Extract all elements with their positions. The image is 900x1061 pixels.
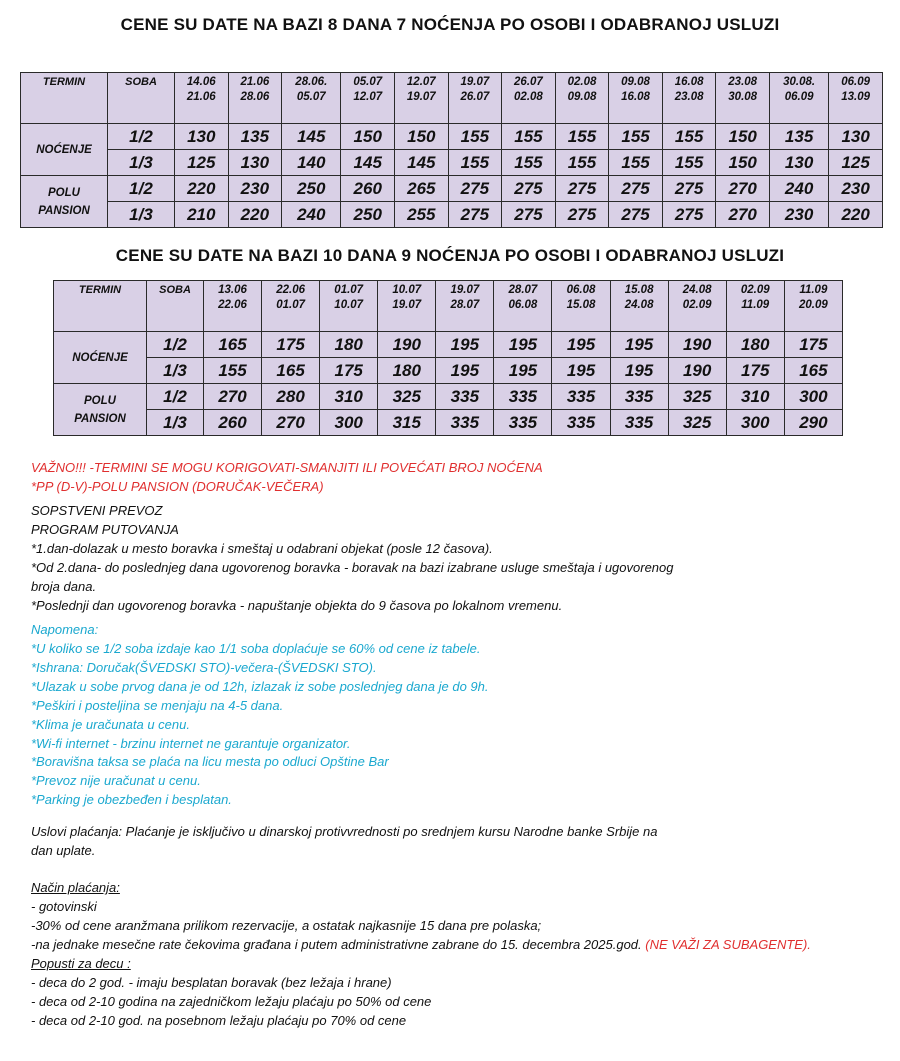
price-cell: 250 [282,176,341,202]
room-type: 1/2 [108,124,175,150]
price-cell: 275 [448,176,502,202]
header-soba: SOBA [108,73,175,124]
period-end: 05.07 [296,91,326,103]
period-end: 15.08 [566,299,596,311]
title-10-days: CENE SU DATE NA BAZI 10 DANA 9 NOĆENJA PO OSOBI I ODABRANOJ USLUZI [115,246,785,265]
price-cell: 125 [175,150,229,176]
pp-note: *PP (D-V)-POLU PANSION (DORUČAK-VEČERA) [31,479,324,494]
row-label-polu: POLU [84,394,116,407]
period-end: 12.07 [353,91,383,103]
period-header [262,281,320,332]
period-start: 10.07 [392,284,422,296]
price-cell: 155 [609,150,663,176]
period-start: 06.09 [841,76,871,88]
period-header [228,73,282,124]
price-cell: 275 [555,176,609,202]
price-cell: 195 [552,332,610,358]
price-cell: 195 [494,332,552,358]
price-cell: 140 [282,150,341,176]
price-cell: 275 [502,202,556,228]
price-cell: 190 [668,358,726,384]
period-start: 06.08 [566,284,596,296]
price-cell: 130 [829,124,883,150]
period-header [175,73,229,124]
napomena-item: *Boravišna taksa se plaća na licu mesta po odluci Opštine Bar [31,754,389,770]
price-cell: 275 [448,202,502,228]
period-header [320,281,378,332]
header-row [21,73,883,124]
price-cell: 195 [610,332,668,358]
room-type: 1/2 [147,384,204,410]
price-cell: 180 [378,358,436,384]
payment-method-installments [31,936,891,955]
child-discount-2: - deca od 2-10 godina na zajedničkom ležaju plaćaju po 50% od cene [31,994,432,1009]
row-label-polu-pansion [54,384,147,436]
price-row [54,384,843,410]
row-label-pansion: PANSION [38,204,90,217]
price-cell: 230 [769,202,828,228]
period-header [502,73,556,124]
period-start: 14.06 [186,76,216,88]
price-cell: 175 [726,358,784,384]
period-end: 21.06 [186,91,216,103]
napomena-item: *Ulazak u sobe prvog dana je od 12h, izlazak iz sobe poslednjeg dana je do 9h. [31,678,489,694]
price-cell: 210 [175,202,229,228]
price-cell: 335 [552,410,610,436]
price-cell: 300 [726,410,784,436]
header-termin: TERMIN [21,73,108,124]
period-end: 10.07 [334,299,364,311]
period-end: 06.08 [508,299,538,311]
price-cell: 155 [609,124,663,150]
price-cell: 275 [609,202,663,228]
important-note: VAŽNO!!! -TERMINI SE MOGU KORIGOVATI-SMANJITI ILI POVEĆATI BROJ NOĆENA [31,460,543,475]
payment-method-title: Način plaćanja: [31,880,120,895]
period-end: 22.06 [218,299,247,311]
napomena-item: *Parking je obezbeđen i besplatan. [31,792,232,808]
room-type: 1/2 [147,332,204,358]
room-type: 1/3 [147,410,204,436]
price-cell: 175 [784,332,842,358]
price-table-10-days [53,280,843,436]
price-cell: 175 [320,358,378,384]
period-start: 24.08 [682,284,712,296]
period-end: 19.07 [406,91,436,103]
payment-terms-line-1: Uslovi plaćanja: Plaćanje je isključivo u dinarskoj protivvrednosti po srednjem kursu Narodne banke Srbije na [31,824,658,839]
period-header [668,281,726,332]
price-cell: 155 [555,150,609,176]
period-header [784,281,842,332]
payment-terms-line-2: dan uplate. [31,843,96,858]
price-cell: 155 [662,124,716,150]
price-cell: 310 [726,384,784,410]
row-label-polu: POLU [48,186,80,199]
period-start: 21.06 [240,76,270,88]
price-cell: 190 [378,332,436,358]
price-cell: 155 [502,124,556,150]
price-cell: 175 [262,332,320,358]
price-cell: 130 [769,150,828,176]
price-cell: 260 [341,176,395,202]
price-cell: 230 [829,176,883,202]
price-cell: 240 [769,176,828,202]
price-cell: 130 [228,150,282,176]
period-end: 28.07 [450,299,480,311]
period-start: 12.07 [406,76,436,88]
price-cell: 240 [282,202,341,228]
price-cell: 155 [555,124,609,150]
period-start: 30.08. [783,76,816,88]
child-discount-3: - deca od 2-10 god. na posebnom ležaju plaćaju po 70% od cene [31,1013,407,1028]
napomena-title: Napomena: [31,622,99,637]
header-row [54,281,843,332]
program-line-1: *1.dan-dolazak u mesto boravka i smeštaj u odabrani objekat (posle 12 časova). [31,541,493,556]
price-cell: 335 [610,410,668,436]
period-header [829,73,883,124]
period-end: 06.09 [784,91,814,103]
period-header [609,73,663,124]
price-cell: 335 [436,410,494,436]
price-cell: 220 [175,176,229,202]
period-header [769,73,828,124]
price-cell: 145 [341,150,395,176]
price-cell: 270 [262,410,320,436]
price-cell: 265 [395,176,449,202]
period-start: 28.07 [508,284,538,296]
price-cell: 230 [228,176,282,202]
price-cell: 150 [716,124,770,150]
period-end: 02.08 [514,91,543,103]
price-cell: 275 [662,176,716,202]
price-cell: 195 [610,358,668,384]
period-end: 09.08 [567,91,597,103]
price-cell: 125 [829,150,883,176]
period-start: 23.08 [728,76,758,88]
napomena-item: *Wi-fi internet - brzinu internet ne garantuje organizator. [31,735,351,751]
price-cell: 220 [829,202,883,228]
price-cell: 165 [784,358,842,384]
price-row [21,202,883,228]
price-cell: 195 [436,358,494,384]
price-cell: 300 [784,384,842,410]
price-cell: 275 [555,202,609,228]
price-cell: 155 [204,358,262,384]
price-cell: 255 [395,202,449,228]
price-cell: 195 [552,358,610,384]
napomena-item: *U koliko se 1/2 soba izdaje kao 1/1 soba doplaćuje se 60% od cene iz tabele. [31,641,481,656]
period-header [610,281,668,332]
napomena-item: *Prevoz nije uračunat u cenu. [31,773,201,789]
period-header [448,73,502,124]
period-header [204,281,262,332]
period-end: 19.07 [392,299,422,311]
period-end: 30.08 [728,91,758,103]
row-label-pansion: PANSION [74,412,126,425]
period-header [552,281,610,332]
period-start: 05.07 [353,76,383,88]
price-cell: 195 [494,358,552,384]
period-header [726,281,784,332]
price-table-8-days [20,72,883,228]
price-cell: 315 [378,410,436,436]
room-type: 1/3 [147,358,204,384]
price-cell: 335 [552,384,610,410]
price-cell: 300 [320,410,378,436]
room-type: 1/3 [108,150,175,176]
period-start: 26.07 [514,76,543,88]
period-start: 15.08 [624,284,654,296]
period-end: 23.08 [674,91,704,103]
period-header [555,73,609,124]
period-header [662,73,716,124]
period-end: 20.09 [799,299,828,311]
price-cell: 135 [228,124,282,150]
child-discount-1: - deca do 2 god. - imaju besplatan boravak (bez ležaja i hrane) [31,975,392,990]
room-type: 1/2 [108,176,175,202]
period-header [494,281,552,332]
price-row [21,150,883,176]
child-discount-title: Popusti za decu : [31,956,131,971]
price-cell: 250 [341,202,395,228]
price-cell: 325 [668,384,726,410]
price-cell: 180 [320,332,378,358]
price-cell: 260 [204,410,262,436]
period-start: 19.07 [450,284,480,296]
price-cell: 150 [716,150,770,176]
row-label-nocenje: NOĆENJE [21,124,108,176]
price-cell: 180 [726,332,784,358]
period-start: 02.08 [567,76,597,88]
row-label-polu-pansion [21,176,108,228]
price-row [21,124,883,150]
period-header [716,73,770,124]
period-start: 19.07 [460,76,490,88]
price-cell: 155 [448,150,502,176]
price-cell: 335 [494,384,552,410]
period-header [395,73,449,124]
price-cell: 145 [395,150,449,176]
price-cell: 195 [436,332,494,358]
title-8-days: CENE SU DATE NA BAZI 8 DANA 7 NOĆENJA PO OSOBI I ODABRANOJ USLUZI [120,15,780,34]
napomena-item: *Peškiri i posteljina se menjaju na 4-5 dana. [31,697,284,713]
period-end: 16.08 [621,91,650,103]
period-end: 13.09 [841,91,871,103]
price-cell: 275 [502,176,556,202]
header-termin: TERMIN [54,281,147,332]
price-cell: 335 [436,384,494,410]
price-cell: 150 [395,124,449,150]
price-cell: 275 [662,202,716,228]
payment-method-deposit: -30% od cene aranžmana prilikom rezervacije, a ostatak najkasnije 15 dana pre polaska; [31,918,542,933]
period-end: 24.08 [624,299,654,311]
period-header [282,73,341,124]
program-title: PROGRAM PUTOVANJA [31,522,179,537]
subagent-warning: (NE VAŽI ZA SUBAGENTE). [641,937,811,952]
price-cell: 290 [784,410,842,436]
period-end: 11.09 [741,299,770,311]
price-row [54,358,843,384]
period-start: 28.06. [295,76,328,88]
room-type: 1/3 [108,202,175,228]
period-header [341,73,395,124]
period-start: 22.06 [276,284,305,296]
period-start: 02.09 [740,284,770,296]
period-start: 16.08 [674,76,704,88]
price-cell: 310 [320,384,378,410]
price-cell: 335 [494,410,552,436]
price-row [54,332,843,358]
period-end: 02.09 [682,299,712,311]
installments-text: -na jednake mesečne rate čekovima građana i putem administrativne zabrane do 15. decembra 2025.god. [31,937,642,952]
period-header [436,281,494,332]
napomena-item: *Ishrana: Doručak(ŠVEDSKI STO)-večera-(ŠVEDSKI STO). [31,659,377,675]
header-soba: SOBA [147,281,204,332]
price-cell: 150 [341,124,395,150]
price-cell: 280 [262,384,320,410]
own-transport: SOPSTVENI PREVOZ [31,503,163,518]
period-start: 01.07 [334,284,364,296]
price-cell: 155 [502,150,556,176]
price-cell: 335 [610,384,668,410]
program-line-3: *Poslednji dan ugovorenog boravka - napuštanje objekta do 9 časova po lokalnom vremenu. [31,598,563,613]
price-cell: 270 [716,202,770,228]
price-cell: 155 [662,150,716,176]
price-cell: 165 [204,332,262,358]
payment-method-cash: - gotovinski [31,899,97,914]
price-cell: 325 [668,410,726,436]
period-start: 09.08 [621,76,650,88]
period-start: 11.09 [799,284,828,296]
napomena-item: *Klima je uračunata u cenu. [31,716,190,732]
price-row [21,176,883,202]
program-line-2a: *Od 2.dana- do poslednjeg dana ugovorenog boravka - boravak na bazi izabrane usluge smeštaja i ugovorenog [31,560,674,575]
period-start: 13.06 [218,284,247,296]
price-cell: 190 [668,332,726,358]
price-cell: 220 [228,202,282,228]
price-row [54,410,843,436]
price-cell: 135 [769,124,828,150]
price-cell: 275 [609,176,663,202]
period-end: 28.06 [240,91,270,103]
price-cell: 325 [378,384,436,410]
period-end: 26.07 [460,91,490,103]
price-cell: 155 [448,124,502,150]
price-cell: 145 [282,124,341,150]
price-cell: 130 [175,124,229,150]
program-line-2b: broja dana. [31,579,97,594]
period-header [378,281,436,332]
price-cell: 270 [716,176,770,202]
price-cell: 270 [204,384,262,410]
period-end: 01.07 [276,299,305,311]
row-label-nocenje: NOĆENJE [54,332,147,384]
price-cell: 165 [262,358,320,384]
